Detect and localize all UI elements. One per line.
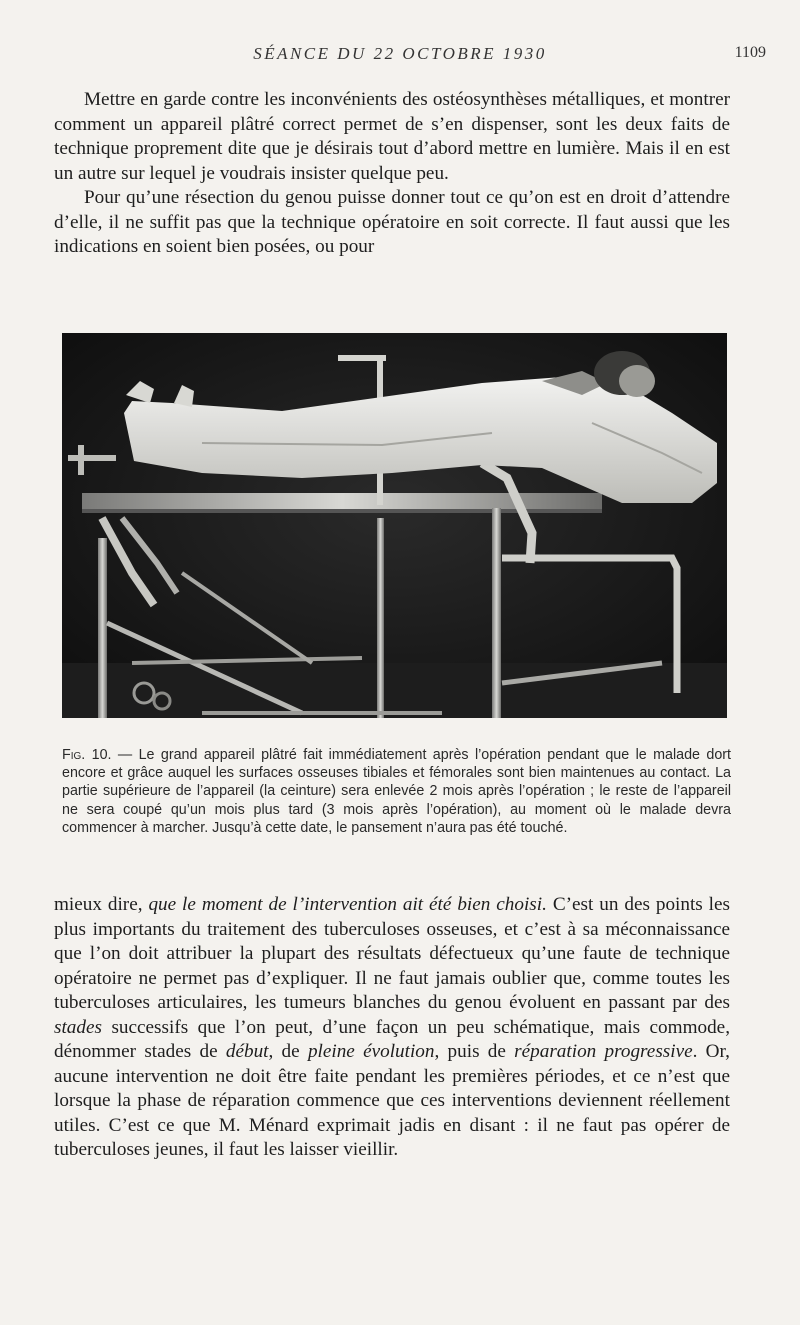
figure-caption-text: — Le grand appareil plâtré fait immédiatement après l’opération pendant que le malade dort encore et grâce auquel les surfaces osseuses tibiales et fémorales sont bien maintenues au contact. La partie supérieure de l’appareil (la ceinture) sera enlevée 2 mois après l’opération ; le reste de l’appareil ne sera coupé qu’un mois plus tard (3 mois après l’opération), au moment où le malade devra commencer à marcher. Jusqu’à cette date, le pansement n’aura pas été touché. <box>62 747 732 836</box>
paragraph-2: Pour qu’une résection du genou puisse donner tout ce qu’on est en droit d’attendre d’elle, il ne suffit pas que la technique opératoire en soit correcte. Il faut aussi que les indications en soient bien posées, ou pour <box>54 187 730 257</box>
text-run: mieux dire, <box>54 894 149 915</box>
body-text-top <box>54 88 730 260</box>
body-text-bottom <box>54 893 730 1163</box>
italic-run: début <box>225 1041 269 1062</box>
text-run: , de <box>268 1041 308 1062</box>
running-head <box>0 44 800 68</box>
italic-run: que le moment de l’intervention ait été bien choisi. <box>148 894 547 915</box>
figure-label: Fig. 10. <box>62 747 112 763</box>
paragraph-3 <box>54 893 730 1163</box>
italic-run: réparation progressive <box>514 1041 693 1062</box>
text-run: . Or, aucune intervention ne doit être faite pendant les premières périodes, et ce n’est que lorsque la phase de réparation commence que ces interventions deviennent réellement utiles. C’est ce que M. Ménard exprimait jadis en disant : il ne faut pas opérer de tuberculoses jeunes, il faut les laisser vieillir. <box>54 1041 730 1160</box>
italic-run: stades <box>54 1016 102 1038</box>
paragraph-1: Mettre en garde contre les inconvénients des ostéosynthèses métalliques, et montrer comment un appareil plâtré correct permet de s’en dispenser, sont les deux faits de technique proprement dite que je désirais tout d’abord mettre en lumière. Mais il en est un autre sur lequel je voudrais insister quelque peu. <box>54 89 730 184</box>
figure-photograph <box>62 333 727 718</box>
figure-caption <box>62 746 731 837</box>
running-title: SÉANCE DU 22 OCTOBRE 1930 <box>253 44 547 63</box>
text-run: successifs que l’on peut, d’une façon un peu schématique, mais commode, dénommer stades de <box>54 1016 730 1062</box>
page-number: 1109 <box>734 44 766 61</box>
italic-run: pleine évolution <box>307 1041 435 1062</box>
patient-on-operating-table-photo <box>62 333 727 718</box>
text-run: C’est un des points les plus importants du traitement des tuberculoses osseuses, et c’est à sa méconnaissance que l’on doit attribuer la plupart des résultats défectueux qu’une faute de technique opératoire ne permet pas d’expliquer. Il ne faut jamais oublier que, comme toutes les tuberculoses articulaires, les tumeurs blanches du genou évoluent en passant par des <box>54 894 731 1013</box>
text-run: , puis de <box>434 1041 515 1062</box>
